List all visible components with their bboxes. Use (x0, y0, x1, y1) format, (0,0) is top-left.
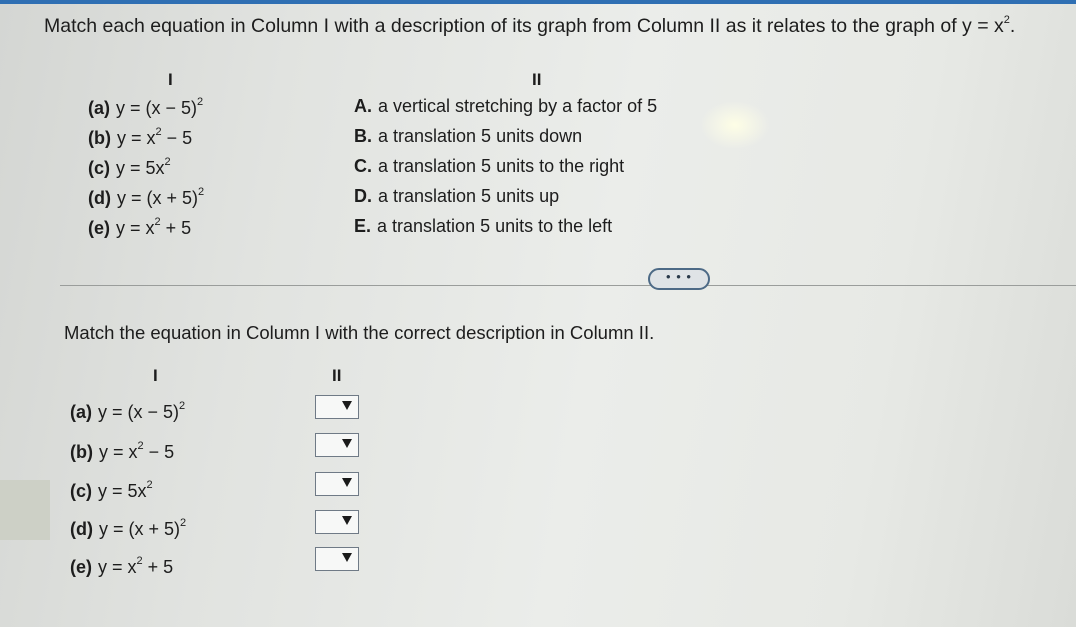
section-divider (60, 285, 1076, 286)
equation-c: (c) $y = 5x^2$ (88, 156, 171, 178)
chevron-down-icon (342, 553, 352, 562)
equation-e: (e) $y = x^2 + 5$ (88, 216, 192, 238)
answer-select-d[interactable] (315, 510, 359, 534)
description-c: C. a translation 5 units to the right (354, 156, 625, 176)
answer-equation-d: (d) $y = (x + 5)^2$ (70, 517, 187, 539)
answer-equation-b: (b) $y = x^2 - 5$ (70, 440, 175, 462)
screen-glare (700, 100, 770, 150)
answer-select-c[interactable] (315, 472, 359, 496)
description-a: A. a vertical stretching by a factor of 5 (354, 96, 658, 116)
answer-equation-a: (a) $y = (x - 5)^2$ (70, 400, 186, 422)
description-b: B. a translation 5 units down (354, 126, 583, 146)
answer-column-ii-header: II (332, 366, 342, 385)
chevron-down-icon (342, 439, 352, 448)
description-d: D. a translation 5 units up (354, 186, 560, 206)
question-prompt (44, 14, 1015, 38)
equation-d: (d) $y = (x + 5)^2$ (88, 186, 205, 208)
chevron-down-icon (342, 516, 352, 525)
prompt-exponent: 2 (1003, 14, 1010, 26)
prompt-end: . (1009, 15, 1016, 37)
left-edge-stripe (0, 480, 50, 540)
instruction-text: Match the equation in Column I with the correct description in Column II. (64, 322, 655, 343)
answer-select-b[interactable] (315, 433, 359, 457)
answer-select-e[interactable] (315, 547, 359, 571)
chevron-down-icon (342, 401, 352, 410)
top-accent-bar (0, 0, 1076, 4)
equation-b: (b) $y = x^2 - 5$ (88, 126, 193, 148)
answer-column-i-header: I (153, 366, 158, 385)
equation-a: (a) $y = (x - 5)^2$ (88, 96, 204, 118)
more-options-button[interactable]: • • • (648, 268, 710, 290)
answer-select-a[interactable] (315, 395, 359, 419)
column-i-header: I (168, 70, 173, 89)
prompt-text: Match each equation in Column I with a description of its graph from Column II as it relates to the graph of y = x (44, 15, 1004, 37)
column-ii-header: II (532, 70, 542, 89)
answer-equation-c: (c) $y = 5x^2$ (70, 479, 153, 501)
answer-equation-e: (e) $y = x^2 + 5$ (70, 555, 174, 577)
description-e: E. a translation 5 units to the left (354, 216, 613, 236)
chevron-down-icon (342, 478, 352, 487)
